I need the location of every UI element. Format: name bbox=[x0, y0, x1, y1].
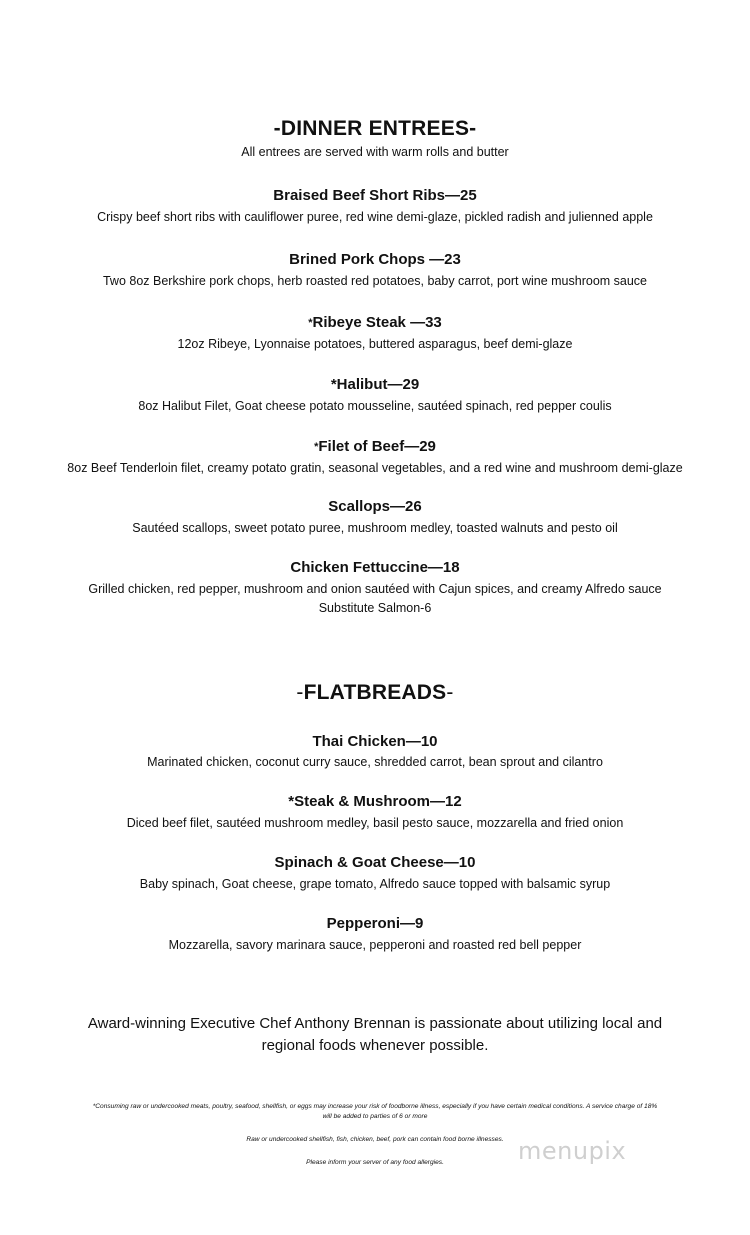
dinner-item-desc: 8oz Halibut Filet, Goat cheese potato mousseline, sautéed spinach, red pepper coulis bbox=[138, 399, 612, 413]
consumer-advisory-line2: will be added to parties of 6 or more bbox=[322, 1113, 428, 1120]
chef-tagline-line1: Award-winning Executive Chef Anthony Brennan is passionate about utilizing local and bbox=[87, 1015, 663, 1032]
flatbread-item-name: Pepperoni—9 bbox=[326, 915, 424, 932]
dinner-item-name-text: Filet of Beef—29 bbox=[318, 438, 436, 455]
dinner-item-extra: Substitute Salmon-6 bbox=[318, 601, 432, 615]
food-illness-notice: Raw or undercooked shellfish, fish, chicken, beef, pork can contain food borne illnesses. bbox=[246, 1136, 504, 1143]
flatbread-item-desc: Marinated chicken, coconut curry sauce, shredded carrot, bean sprout and cilantro bbox=[147, 755, 603, 769]
dinner-item-name: Braised Beef Short Ribs—25 bbox=[273, 187, 477, 204]
flatbread-item-name: Thai Chicken—10 bbox=[312, 733, 438, 750]
dinner-item-desc: Two 8oz Berkshire pork chops, herb roasted red potatoes, baby carrot, port wine mushroom sauce bbox=[102, 274, 648, 288]
chef-tagline-line2: regional foods whenever possible. bbox=[261, 1037, 489, 1054]
dinner-item-name-ribeye bbox=[0, 314, 750, 331]
title-dash-right: - bbox=[469, 117, 477, 140]
dinner-item-name: *Halibut—29 bbox=[330, 376, 420, 393]
dinner-item-name-filet bbox=[0, 438, 750, 455]
flatbreads-section-title bbox=[0, 681, 750, 705]
flatbread-item-name: Spinach & Goat Cheese—10 bbox=[274, 854, 476, 871]
dinner-item-name-text: Ribeye Steak —33 bbox=[312, 314, 442, 331]
dinner-title-text: DINNER ENTREES bbox=[280, 117, 470, 140]
dinner-item-desc: Crispy beef short ribs with cauliflower puree, red wine demi-glaze, pickled radish and julienned apple bbox=[97, 210, 653, 224]
star-marker: * bbox=[308, 317, 313, 329]
star-marker: * bbox=[314, 441, 319, 453]
dinner-item-desc: 8oz Beef Tenderloin filet, creamy potato gratin, seasonal vegetables, and a red wine and mushroom demi-glaze bbox=[67, 461, 683, 475]
consumer-advisory-line1: *Consuming raw or undercooked meats, poultry, seafood, shellfish, or eggs may increase your risk of foodborne illness, especially if you have certain medical conditions. A service charge of 18% bbox=[92, 1103, 658, 1110]
title-dash-left: - bbox=[273, 117, 281, 140]
dinner-subtitle: All entrees are served with warm rolls and butter bbox=[241, 145, 509, 159]
dinner-section-title bbox=[0, 117, 750, 141]
dinner-item-desc: Sautéed scallops, sweet potato puree, mushroom medley, toasted walnuts and pesto oil bbox=[132, 521, 618, 535]
flatbread-item-desc: Mozzarella, savory marinara sauce, pepperoni and roasted red bell pepper bbox=[168, 938, 582, 952]
dinner-item-name: Brined Pork Chops —23 bbox=[289, 251, 461, 268]
dinner-item-name: Chicken Fettuccine—18 bbox=[290, 559, 460, 576]
flatbread-item-desc: Diced beef filet, sautéed mushroom medley, basil pesto sauce, mozzarella and fried onion bbox=[126, 816, 624, 830]
dinner-item-desc: 12oz Ribeye, Lyonnaise potatoes, buttered asparagus, beef demi-glaze bbox=[177, 337, 573, 351]
flatbreads-title-text: FLATBREADS bbox=[303, 681, 447, 704]
allergy-notice: Please inform your server of any food allergies. bbox=[306, 1159, 444, 1166]
dinner-item-name: Scallops—26 bbox=[328, 498, 422, 515]
title-dash-right: - bbox=[446, 681, 454, 704]
flatbread-item-desc: Baby spinach, Goat cheese, grape tomato, Alfredo sauce topped with balsamic syrup bbox=[139, 877, 611, 891]
flatbread-item-name: *Steak & Mushroom—12 bbox=[288, 793, 462, 810]
title-dash-left: - bbox=[296, 681, 304, 704]
dinner-item-desc: Grilled chicken, red pepper, mushroom and onion sautéed with Cajun spices, and creamy Alfredo sauce bbox=[88, 582, 662, 596]
menupix-watermark: menupix bbox=[518, 1137, 627, 1165]
